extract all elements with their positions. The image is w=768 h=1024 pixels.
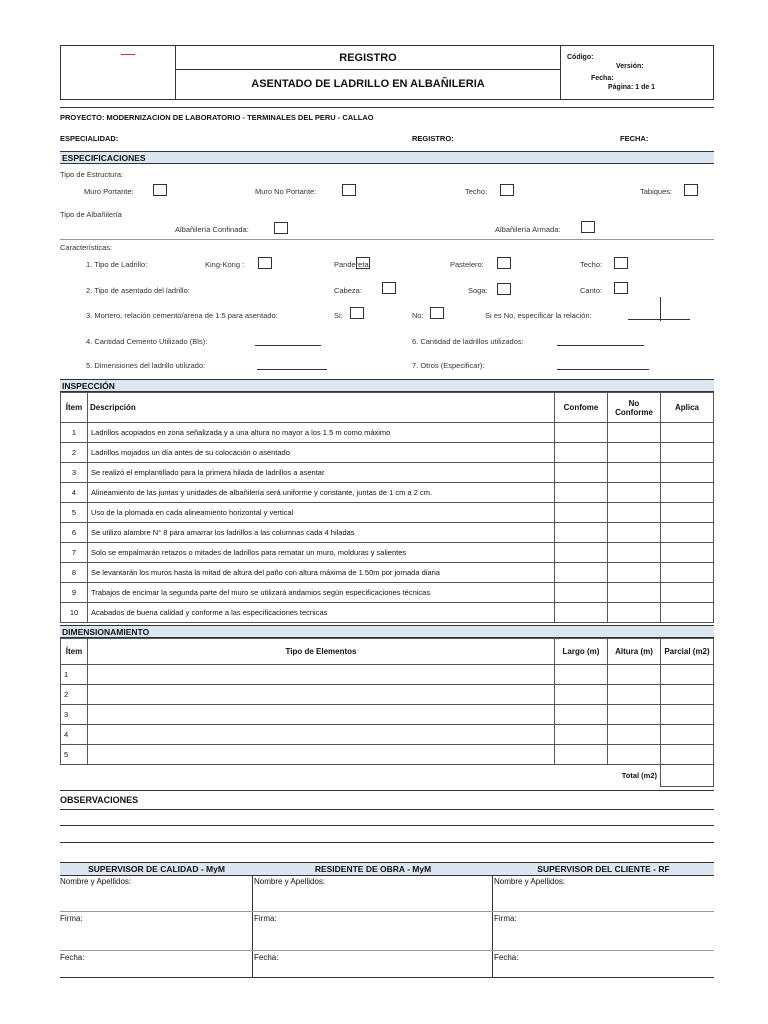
caracteristicas-label: Características:: [60, 243, 113, 252]
altura-cell[interactable]: [608, 725, 661, 745]
inspeccion-table: [60, 392, 714, 623]
table-row: [61, 603, 714, 623]
tipo-elemento-cell[interactable]: [88, 685, 555, 705]
table-row: [61, 423, 714, 443]
table-row: [61, 705, 714, 725]
section-observaciones: [60, 790, 714, 845]
conforme-cell[interactable]: [555, 523, 608, 543]
fecha-meta-label: FECHA:: [620, 134, 649, 143]
c7-label: 7. Otros (Especificar):: [412, 361, 485, 370]
firma-col-1-nombre: Nombre y Apellidos:: [60, 877, 132, 886]
largo-cell[interactable]: [555, 685, 608, 705]
pandereta-checkbox[interactable]: [356, 257, 370, 269]
conforme-cell[interactable]: [555, 503, 608, 523]
parcial-cell[interactable]: [661, 745, 714, 765]
altura-cell[interactable]: [608, 685, 661, 705]
firma-col-2-fecha: Fecha:: [254, 953, 279, 962]
table-row: [61, 523, 714, 543]
inspeccion-body: [61, 423, 714, 623]
conforme-cell[interactable]: [555, 583, 608, 603]
aplica-cell[interactable]: [661, 563, 714, 583]
ladrillos-line[interactable]: [557, 345, 644, 346]
no-conforme-cell[interactable]: [608, 543, 661, 563]
cabeza-label: Cabeza:: [334, 286, 362, 295]
item-description: Ladrillos acopiados en zona señalizada y a una altura no mayor a los 1.5 m como máximo: [88, 423, 555, 443]
observaciones-line-2[interactable]: [60, 826, 714, 843]
firma-divider-1: [60, 911, 714, 912]
tabiques-checkbox[interactable]: [684, 184, 698, 196]
item-description: Se realizó el emplantillado para la primera hilada de ladrillos a asentar: [88, 463, 555, 483]
parcial-cell[interactable]: [661, 725, 714, 745]
kingkong-checkbox[interactable]: [258, 257, 272, 269]
tabiques-label: Tabiques:: [640, 187, 673, 196]
si-label: Si:: [334, 311, 343, 320]
c6-label: 6. Cantidad de ladrillos utilizados:: [412, 337, 524, 346]
aplica-cell[interactable]: [661, 503, 714, 523]
section-inspeccion: INSPECCIÓN: [60, 379, 714, 392]
parcial-cell[interactable]: [661, 705, 714, 725]
inspeccion-header-no-conforme: No Conforme: [608, 393, 661, 423]
firma-col-2-title: RESIDENTE DE OBRA - MyM: [253, 863, 493, 876]
table-row: [61, 463, 714, 483]
conforme-cell[interactable]: [555, 563, 608, 583]
divider-caracteristicas: [60, 239, 714, 240]
muro-no-portante-label: Muro No Portante:: [255, 187, 317, 196]
conforme-cell[interactable]: [555, 543, 608, 563]
dim-header-largo: Largo (m): [555, 639, 608, 665]
dimensionamiento-body: [61, 665, 714, 765]
aplica-cell[interactable]: [661, 483, 714, 503]
techo-checkbox[interactable]: [500, 184, 514, 196]
firma-col-3-fecha: Fecha:: [494, 953, 519, 962]
conforme-cell[interactable]: [555, 443, 608, 463]
header-info: [560, 46, 713, 99]
item-number: 3: [61, 705, 88, 725]
parcial-cell[interactable]: [661, 665, 714, 685]
item-description: Se levantarán los muros hasta la mitad de altura del paño con altura máxima de 1.50m por jornada diaria: [88, 563, 555, 583]
no-conforme-cell[interactable]: [608, 503, 661, 523]
confinada-checkbox[interactable]: [274, 222, 288, 234]
firma-col-1-title: SUPERVISOR DE CALIDAD - MyM: [60, 863, 253, 876]
logo-mark: [121, 54, 135, 55]
canto-checkbox[interactable]: [614, 282, 628, 294]
conforme-cell[interactable]: [555, 463, 608, 483]
c2-label: 2. Tipo de asentado del ladrillo:: [86, 286, 190, 295]
table-row: [61, 745, 714, 765]
firma-col-2-firma: Firma:: [254, 914, 277, 923]
item-number: 5: [61, 745, 88, 765]
aplica-cell[interactable]: [661, 603, 714, 623]
no-label: No:: [412, 311, 424, 320]
dimensionamiento-table: [60, 638, 714, 787]
otros-line[interactable]: [557, 369, 649, 370]
item-number: 7: [61, 543, 88, 563]
dim-header-altura: Altura (m): [608, 639, 661, 665]
item-number: 3: [61, 463, 88, 483]
item-description: Trabajos de encimar la segunda parte del muro se utilizará andamios según especificaciones técnicas: [88, 583, 555, 603]
no-conforme-cell[interactable]: [608, 483, 661, 503]
observaciones-line-1[interactable]: [60, 809, 714, 826]
no-conforme-cell[interactable]: [608, 443, 661, 463]
item-description: Solo se empalmarán retazos o mitades de ladrillos para rematar un muro, molduras y salientes: [88, 543, 555, 563]
table-row: [61, 665, 714, 685]
item-number: 8: [61, 563, 88, 583]
largo-cell[interactable]: [555, 725, 608, 745]
conforme-cell[interactable]: [555, 603, 608, 623]
largo-cell[interactable]: [555, 665, 608, 685]
item-number: 10: [61, 603, 88, 623]
especificaciones-body: [60, 164, 714, 378]
altura-cell[interactable]: [608, 745, 661, 765]
soga-label: Soga:: [468, 286, 488, 295]
firma-col-1-fecha: Fecha:: [60, 953, 85, 962]
item-description: Se utilizo alambre N° 8 para amarrar los ladrillos a las columnas cada 4 hiladas: [88, 523, 555, 543]
pastelero-checkbox[interactable]: [497, 257, 511, 269]
table-row: [61, 543, 714, 563]
no-conforme-cell[interactable]: [608, 603, 661, 623]
item-description: Ladrillos mojados un día antes de su colocación o asentado: [88, 443, 555, 463]
no-conforme-cell[interactable]: [608, 463, 661, 483]
altura-cell[interactable]: [608, 665, 661, 685]
item-number: 2: [61, 685, 88, 705]
no-checkbox[interactable]: [430, 307, 444, 319]
aplica-cell[interactable]: [661, 463, 714, 483]
no-conforme-cell[interactable]: [608, 523, 661, 543]
item-number: 9: [61, 583, 88, 603]
firma-col-3-title: SUPERVISOR DEL CLIENTE - RF: [493, 863, 714, 876]
conforme-cell[interactable]: [555, 423, 608, 443]
si-checkbox[interactable]: [350, 307, 364, 319]
tipo-elemento-cell[interactable]: [88, 725, 555, 745]
techo2-label: Techo:: [580, 260, 603, 269]
item-description: Alineamiento de las juntas y unidades de albañilería será uniforme y constante, juntas de 1 cm a 2 cm.: [88, 483, 555, 503]
inspeccion-header-descripcion: Descripción: [88, 393, 555, 423]
armada-label: Albañilería Armada:: [495, 225, 561, 234]
tipo-elemento-cell[interactable]: [88, 745, 555, 765]
no-conforme-cell[interactable]: [608, 583, 661, 603]
conforme-cell[interactable]: [555, 483, 608, 503]
tipo-estructura-label: Tipo de Estructura:: [60, 170, 124, 179]
kingkong-label: King-Kong :: [205, 260, 245, 269]
cabeza-checkbox[interactable]: [382, 282, 396, 294]
inspeccion-header-conforme: Confome: [555, 393, 608, 423]
si-es-no-label: Si es No, especificar la relación:: [485, 311, 592, 320]
firma-divider-2: [60, 950, 714, 951]
tipo-albanileria-label: Tipo de Albañilería: [60, 210, 122, 219]
meta-block: [60, 107, 714, 145]
c4-label: 4. Cantidad Cemento Utilizado (Bls):: [86, 337, 208, 346]
section-especificaciones: ESPECIFICACIONES: [60, 151, 714, 164]
table-row: [61, 725, 714, 745]
logo-area: [61, 46, 176, 99]
fecha-label: Fecha:: [591, 75, 614, 82]
dimensiones-line[interactable]: [257, 369, 327, 370]
confinada-label: Albañilería Confinada:: [175, 225, 249, 234]
item-number: 6: [61, 523, 88, 543]
observaciones-title: OBSERVACIONES: [60, 795, 139, 805]
item-number: 5: [61, 503, 88, 523]
firmas-block: [60, 862, 714, 978]
c3-label: 3. Mortero, relación cemento/arena de 1:5 para asentado:: [86, 311, 278, 320]
item-number: 4: [61, 483, 88, 503]
cemento-line[interactable]: [255, 345, 321, 346]
inspeccion-header-item: Ítem: [61, 393, 88, 423]
item-description: Acabados de buena calidad y conforme a las especificaciones tecnicas: [88, 603, 555, 623]
table-row: [61, 583, 714, 603]
codigo-label: Código:: [567, 54, 594, 61]
armada-checkbox[interactable]: [581, 221, 595, 233]
registro-heading: REGISTRO: [176, 46, 560, 70]
dim-header-item: Ítem: [61, 639, 88, 665]
muro-no-portante-checkbox[interactable]: [342, 184, 356, 196]
header-block: [60, 45, 714, 100]
especialidad-label: ESPECIALIDAD:: [60, 134, 119, 143]
section-dimensionamiento: DIMENSIONAMIENTO: [60, 625, 714, 638]
table-row: [61, 443, 714, 463]
pagina-label: Página: 1 de 1: [608, 84, 656, 91]
table-row: [61, 483, 714, 503]
firma-col-3-firma: Firma:: [494, 914, 517, 923]
table-row: [61, 503, 714, 523]
largo-cell[interactable]: [555, 705, 608, 725]
total-value[interactable]: [661, 765, 714, 787]
canto-label: Canto:: [580, 286, 603, 295]
total-spacer: [61, 765, 608, 787]
inspeccion-header-aplica: Aplica: [661, 393, 714, 423]
parcial-cell[interactable]: [661, 685, 714, 705]
aplica-cell[interactable]: [661, 443, 714, 463]
pastelero-label: Pastelero:: [450, 260, 484, 269]
table-row: [61, 685, 714, 705]
item-number: 1: [61, 423, 88, 443]
item-number: 1: [61, 665, 88, 685]
item-description: Uso de la plomada en cada alineamiento horizontal y vertical: [88, 503, 555, 523]
pandereta-label: Pandereta:: [334, 260, 371, 269]
dim-header-tipo: Tipo de Elementos: [88, 639, 555, 665]
aplica-cell[interactable]: [661, 423, 714, 443]
table-row: [61, 563, 714, 583]
registro-label: REGISTRO:: [412, 134, 454, 143]
techo-label: Techo:: [465, 187, 488, 196]
proyecto-label: PROYECTO: MODERNIZACION DE LABORATORIO - TERMINALES DEL PERU - CALLAO: [60, 113, 374, 122]
tipo-elemento-cell[interactable]: [88, 665, 555, 685]
document-title: ASENTADO DE LADRILLO EN ALBAÑILERIA: [251, 78, 485, 90]
firma-col-1-firma: Firma:: [60, 914, 83, 923]
item-number: 2: [61, 443, 88, 463]
soga-checkbox[interactable]: [497, 283, 511, 295]
no-conforme-cell[interactable]: [608, 423, 661, 443]
version-label: Versión:: [616, 63, 644, 70]
c5-label: 5. Dimensiones del ladrillo utilizado:: [86, 361, 206, 370]
aplica-cell[interactable]: [661, 523, 714, 543]
firma-col-2-nombre: Nombre y Apellidos:: [254, 877, 326, 886]
firma-col-1: [60, 863, 253, 978]
total-label: Total (m2): [621, 771, 657, 781]
firma-col-3-nombre: Nombre y Apellidos:: [494, 877, 566, 886]
no-conforme-cell[interactable]: [608, 563, 661, 583]
item-number: 4: [61, 725, 88, 745]
c1-label: 1. Tipo de Ladrillo:: [86, 260, 148, 269]
relacion-vline: [660, 297, 661, 321]
techo2-checkbox[interactable]: [614, 257, 628, 269]
aplica-cell[interactable]: [661, 543, 714, 563]
tipo-elemento-cell[interactable]: [88, 705, 555, 725]
muro-portante-checkbox[interactable]: [153, 184, 167, 196]
dim-header-parcial: Parcial (m2): [661, 639, 714, 665]
firma-col-3: [493, 863, 714, 978]
firma-col-2: [253, 863, 493, 978]
aplica-cell[interactable]: [661, 583, 714, 603]
largo-cell[interactable]: [555, 745, 608, 765]
relacion-line[interactable]: [628, 319, 690, 320]
muro-portante-label: Muro Portante:: [84, 187, 134, 196]
altura-cell[interactable]: [608, 705, 661, 725]
